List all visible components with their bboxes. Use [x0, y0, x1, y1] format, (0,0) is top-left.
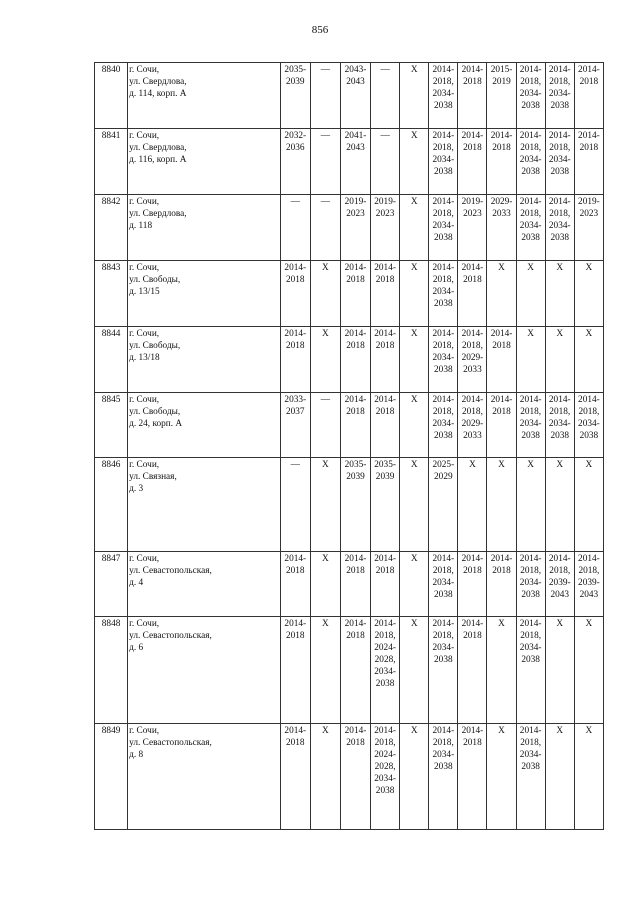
period-cell: X — [487, 458, 516, 552]
address-line: ул. Свободы, — [129, 275, 181, 285]
address-line: ул. Свердлова, — [129, 143, 187, 153]
period-cell: 2014- 2018 — [458, 724, 487, 830]
period-cell: 2014- 2018 — [340, 724, 370, 830]
address-line: г. Сочи, — [129, 460, 160, 470]
address-cell — [128, 458, 281, 552]
address-line: г. Сочи, — [129, 554, 160, 564]
address-line: д. 6 — [129, 643, 144, 653]
period-cell: X — [400, 617, 429, 724]
period-cell: 2014- 2018, 2029- 2033 — [458, 327, 487, 393]
period-cell: 2014- 2018, 2034- 2038 — [429, 261, 458, 327]
period-cell: X — [400, 261, 429, 327]
period-cell: X — [310, 327, 340, 393]
address-line: д. 13/15 — [129, 287, 160, 297]
period-cell: 2014- 2018, 2034- 2038 — [516, 195, 545, 261]
address-cell — [128, 724, 281, 830]
period-cell: X — [310, 617, 340, 724]
period-cell: — — [310, 393, 340, 458]
row-number: 8842 — [95, 195, 128, 261]
period-cell: 2014- 2018 — [371, 552, 400, 617]
address-line: ул. Свердлова, — [129, 209, 187, 219]
period-cell: 2014- 2018, 2034- 2038 — [429, 617, 458, 724]
period-cell: 2014- 2018, 2034- 2038 — [429, 393, 458, 458]
period-cell: X — [310, 458, 340, 552]
period-cell: X — [310, 724, 340, 830]
period-cell: 2025- 2029 — [429, 458, 458, 552]
period-cell: — — [280, 195, 310, 261]
address-line: д. 118 — [129, 221, 153, 231]
period-cell: — — [371, 63, 400, 129]
period-cell: X — [545, 617, 574, 724]
row-number: 8840 — [95, 63, 128, 129]
period-cell: 2041- 2043 — [340, 129, 370, 195]
address-line: д. 114, корп. А — [129, 89, 187, 99]
period-cell: 2014- 2018, 2034- 2038 — [545, 393, 574, 458]
period-cell: X — [574, 458, 603, 552]
address-line: ул. Свердлова, — [129, 77, 187, 87]
address-line: д. 8 — [129, 750, 144, 760]
row-number: 8845 — [95, 393, 128, 458]
period-cell: 2014- 2018 — [458, 617, 487, 724]
address-line: ул. Связная, — [129, 472, 177, 482]
address-cell — [128, 63, 281, 129]
address-cell — [128, 195, 281, 261]
period-cell: X — [574, 261, 603, 327]
period-cell: X — [458, 458, 487, 552]
period-cell: — — [310, 63, 340, 129]
period-cell: X — [574, 327, 603, 393]
table-row — [95, 261, 604, 327]
table-row — [95, 195, 604, 261]
period-cell: 2035- 2039 — [340, 458, 370, 552]
address-cell — [128, 617, 281, 724]
period-cell: 2014- 2018 — [340, 327, 370, 393]
period-cell: X — [545, 458, 574, 552]
row-number: 8846 — [95, 458, 128, 552]
period-cell: X — [487, 617, 516, 724]
period-cell: 2019- 2023 — [574, 195, 603, 261]
period-cell: X — [400, 458, 429, 552]
period-cell: 2014- 2018, 2024- 2028, 2034- 2038 — [371, 617, 400, 724]
row-number: 8847 — [95, 552, 128, 617]
period-cell: 2019- 2023 — [340, 195, 370, 261]
period-cell: 2014- 2018 — [280, 617, 310, 724]
table-row — [95, 63, 604, 129]
address-line: д. 13/18 — [129, 353, 160, 363]
period-cell: X — [487, 261, 516, 327]
address-cell — [128, 129, 281, 195]
period-cell: — — [371, 129, 400, 195]
period-cell: 2014- 2018 — [371, 393, 400, 458]
period-cell: 2014- 2018, 2034- 2038 — [545, 195, 574, 261]
period-cell: 2015- 2019 — [487, 63, 516, 129]
table-row — [95, 327, 604, 393]
period-cell: 2014- 2018, 2034- 2038 — [429, 63, 458, 129]
period-cell: 2014- 2018, 2039- 2043 — [574, 552, 603, 617]
period-cell: X — [400, 724, 429, 830]
period-cell: — — [310, 195, 340, 261]
period-cell: 2014- 2018, 2034- 2038 — [516, 724, 545, 830]
period-cell: 2014- 2018, 2039- 2043 — [545, 552, 574, 617]
period-cell: X — [310, 261, 340, 327]
period-cell: 2014- 2018, 2034- 2038 — [545, 63, 574, 129]
period-cell: 2014- 2018 — [340, 261, 370, 327]
period-cell: 2014- 2018 — [487, 552, 516, 617]
table-row — [95, 552, 604, 617]
period-cell: 2014- 2018 — [458, 63, 487, 129]
period-cell: 2014- 2018 — [371, 327, 400, 393]
period-cell: 2043- 2043 — [340, 63, 370, 129]
period-cell: 2032- 2036 — [280, 129, 310, 195]
period-cell: 2014- 2018 — [574, 63, 603, 129]
period-cell: X — [310, 552, 340, 617]
period-cell: 2035- 2039 — [371, 458, 400, 552]
period-cell: X — [400, 393, 429, 458]
period-cell: X — [545, 261, 574, 327]
address-cell — [128, 327, 281, 393]
address-line: д. 3 — [129, 484, 144, 494]
period-cell: 2019- 2023 — [458, 195, 487, 261]
period-cell: 2014- 2018 — [487, 393, 516, 458]
table-row — [95, 724, 604, 830]
address-line: г. Сочи, — [129, 619, 160, 629]
address-line: д. 24, корп. А — [129, 419, 183, 429]
period-cell: 2014- 2018, 2034- 2038 — [429, 552, 458, 617]
period-cell: 2014- 2018 — [280, 261, 310, 327]
period-cell: 2014- 2018 — [340, 617, 370, 724]
address-cell — [128, 261, 281, 327]
period-cell: X — [545, 724, 574, 830]
period-cell: X — [574, 617, 603, 724]
period-cell: 2014- 2018, 2034- 2038 — [545, 129, 574, 195]
address-line: ул. Севастопольская, — [129, 631, 212, 641]
period-cell: 2014- 2018 — [280, 327, 310, 393]
period-cell: 2014- 2018 — [340, 393, 370, 458]
period-cell: 2014- 2018 — [280, 724, 310, 830]
address-cell — [128, 552, 281, 617]
period-cell: 2014- 2018, 2034- 2038 — [574, 393, 603, 458]
period-cell: 2035- 2039 — [280, 63, 310, 129]
period-cell: — — [310, 129, 340, 195]
period-cell: 2014- 2018, 2034- 2038 — [516, 63, 545, 129]
row-number: 8844 — [95, 327, 128, 393]
period-cell: 2014- 2018, 2034- 2038 — [429, 129, 458, 195]
period-cell: 2014- 2018 — [340, 552, 370, 617]
period-cell: X — [574, 724, 603, 830]
address-line: ул. Севастопольская, — [129, 738, 212, 748]
period-cell: X — [400, 63, 429, 129]
period-cell: 2014- 2018 — [487, 129, 516, 195]
address-line: г. Сочи, — [129, 263, 160, 273]
address-line: г. Сочи, — [129, 726, 160, 736]
address-line: ул. Свободы, — [129, 407, 181, 417]
table-body — [95, 63, 604, 830]
row-number: 8849 — [95, 724, 128, 830]
period-cell: 2014- 2018, 2034- 2038 — [516, 393, 545, 458]
address-line: г. Сочи, — [129, 65, 160, 75]
address-line: г. Сочи, — [129, 197, 160, 207]
period-cell: 2014- 2018, 2034- 2038 — [429, 327, 458, 393]
register-table — [94, 62, 604, 830]
address-line: д. 116, корп. А — [129, 155, 187, 165]
period-cell: 2014- 2018, 2034- 2038 — [429, 724, 458, 830]
period-cell: X — [516, 327, 545, 393]
period-cell: X — [516, 458, 545, 552]
row-number: 8843 — [95, 261, 128, 327]
period-cell: 2014- 2018 — [458, 129, 487, 195]
period-cell: 2014- 2018, 2024- 2028, 2034- 2038 — [371, 724, 400, 830]
row-number: 8848 — [95, 617, 128, 724]
period-cell: 2014- 2018, 2034- 2038 — [516, 552, 545, 617]
period-cell: X — [400, 552, 429, 617]
address-line: ул. Свободы, — [129, 341, 181, 351]
period-cell: 2014- 2018, 2034- 2038 — [429, 195, 458, 261]
period-cell: 2029- 2033 — [487, 195, 516, 261]
period-cell: X — [487, 724, 516, 830]
table-row — [95, 129, 604, 195]
period-cell: X — [400, 129, 429, 195]
table-row — [95, 393, 604, 458]
period-cell: 2014- 2018, 2034- 2038 — [516, 617, 545, 724]
period-cell: X — [545, 327, 574, 393]
address-line: г. Сочи, — [129, 329, 160, 339]
period-cell: 2014- 2018 — [487, 327, 516, 393]
period-cell: 2014- 2018 — [458, 552, 487, 617]
period-cell: X — [400, 195, 429, 261]
period-cell: 2014- 2018, 2029- 2033 — [458, 393, 487, 458]
table-row — [95, 458, 604, 552]
period-cell: 2014- 2018 — [574, 129, 603, 195]
period-cell: 2014- 2018, 2034- 2038 — [516, 129, 545, 195]
period-cell: — — [280, 458, 310, 552]
address-line: г. Сочи, — [129, 131, 160, 141]
page-number: 856 — [311, 24, 329, 36]
table-row — [95, 617, 604, 724]
period-cell: 2014- 2018 — [280, 552, 310, 617]
address-line: ул. Севастопольская, — [129, 566, 212, 576]
period-cell: X — [516, 261, 545, 327]
address-line: г. Сочи, — [129, 395, 160, 405]
period-cell: X — [400, 327, 429, 393]
period-cell: 2033- 2037 — [280, 393, 310, 458]
address-cell — [128, 393, 281, 458]
period-cell: 2014- 2018 — [371, 261, 400, 327]
period-cell: 2014- 2018 — [458, 261, 487, 327]
row-number: 8841 — [95, 129, 128, 195]
period-cell: 2019- 2023 — [371, 195, 400, 261]
address-line: д. 4 — [129, 578, 144, 588]
